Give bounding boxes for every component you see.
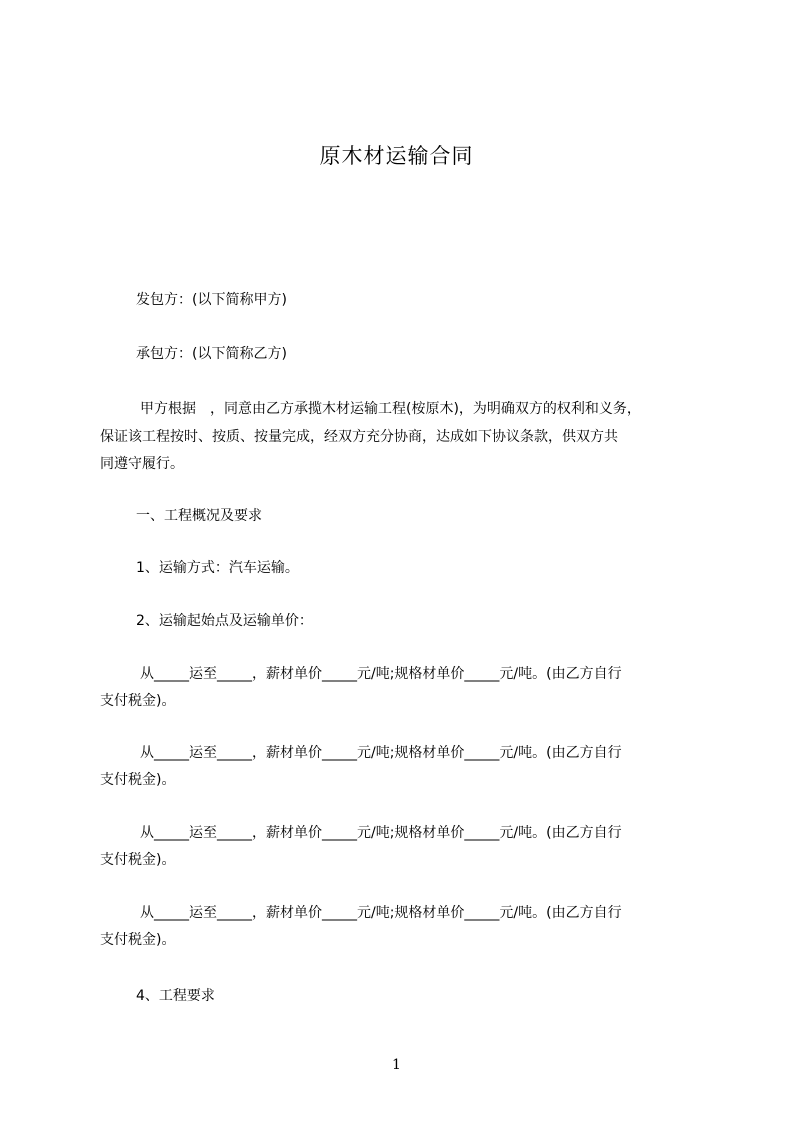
item-2-line: 2、运输起始点及运输单价：	[136, 613, 313, 629]
page-number: 1	[392, 1057, 401, 1073]
intro-line-3: 同遵守履行。	[100, 456, 184, 472]
route-2-line-1: 从_____运至_____，薪材单价_____元/吨;规格材单价_____元/吨。(由乙方自行	[140, 745, 622, 761]
intro-line-1: 甲方根据 ，同意由乙方承揽木材运输工程(桉原木)，为明确双方的权利和义务，	[140, 401, 641, 417]
route-3-line-2: 支付税金)。	[100, 852, 176, 868]
section-1-heading: 一、工程概况及要求	[136, 508, 262, 524]
route-4-line-2: 支付税金)。	[100, 932, 176, 948]
route-1-line-2: 支付税金)。	[100, 693, 176, 709]
route-3-line-1: 从_____运至_____，薪材单价_____元/吨;规格材单价_____元/吨。(由乙方自行	[140, 825, 622, 841]
route-1-line-1: 从_____运至_____，薪材单价_____元/吨;规格材单价_____元/吨。(由乙方自行	[140, 666, 622, 682]
party-b-line: 承包方：(以下简称乙方)	[136, 346, 287, 362]
document-title: 原木材运输合同	[319, 144, 474, 168]
party-a-line: 发包方：(以下简称甲方)	[136, 292, 287, 308]
intro-line-2: 保证该工程按时、按质、按量完成，经双方充分协商，达成如下协议条款，供双方共	[100, 429, 618, 445]
item-4-line: 4、工程要求	[136, 988, 215, 1004]
route-2-line-2: 支付税金)。	[100, 772, 176, 788]
item-1-line: 1、运输方式：汽车运输。	[136, 560, 299, 576]
route-4-line-1: 从_____运至_____，薪材单价_____元/吨;规格材单价_____元/吨。(由乙方自行	[140, 905, 622, 921]
